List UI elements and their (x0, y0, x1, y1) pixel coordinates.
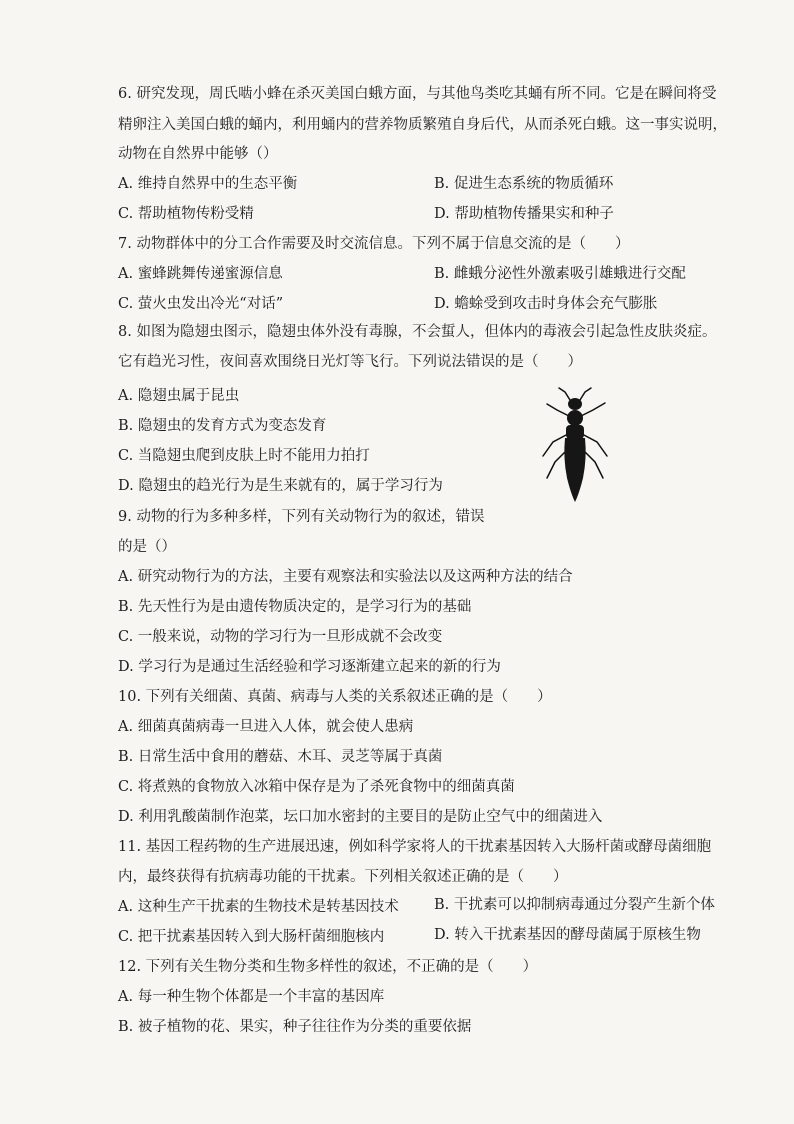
q9-stem-line-1: 9. 动物的行为多种多样，下列有关动物行为的叙述，错误 (118, 509, 485, 525)
q7-option-b: B. 雌蛾分泌性外激素吸引雄蛾进行交配 (434, 266, 686, 282)
q6-option-c: C. 帮助植物传粉受精 (118, 206, 254, 222)
q6-stem-line-2: 精卵注入美国白蛾的蛹内，利用蛹内的营养物质繁殖自身后代，从而杀死白蛾。这一事实说明， (118, 117, 727, 133)
q7-option-a: A. 蜜蜂跳舞传递蜜源信息 (118, 266, 283, 282)
q11-stem-line-1: 11. 基因工程药物的生产进展迅速，例如科学家将人的干扰素基因转入大肠杆菌或酵母菌细胞 (118, 839, 712, 855)
q9-option-a: A. 研究动物行为的方法，主要有观察法和实验法以及这两种方法的结合 (118, 569, 573, 585)
q10-option-b: B. 日常生活中食用的蘑菇、木耳、灵芝等属于真菌 (118, 749, 443, 765)
q8-stem-line-1: 8. 如图为隐翅虫图示，隐翅虫体外没有毒腺，不会蜇人，但体内的毒液会引起急性皮肤炎症。 (118, 324, 717, 340)
q11-option-a: A. 这种生产干扰素的生物技术是转基因技术 (118, 899, 399, 915)
q8-option-b: B. 隐翅虫的发育方式为变态发育 (118, 418, 327, 434)
q6-option-b: B. 促进生态系统的物质循环 (434, 176, 614, 192)
q9-option-d: D. 学习行为是通过生活经验和学习逐渐建立起来的新的行为 (118, 659, 501, 675)
q9-option-b: B. 先天性行为是由遗传物质决定的，是学习行为的基础 (118, 599, 472, 615)
q12-stem: 12. 下列有关生物分类和生物多样性的叙述，不正确的是（ ） (118, 959, 538, 975)
q11-option-c: C. 把干扰素基因转入到大肠杆菌细胞核内 (118, 929, 385, 945)
q11-stem-line-2: 内，最终获得有抗病毒功能的干扰素。下列相关叙述正确的是（ ） (118, 869, 568, 885)
q10-option-d: D. 利用乳酸菌制作泡菜，坛口加水密封的主要目的是防止空气中的细菌进入 (118, 809, 603, 825)
q7-stem: 7. 动物群体中的分工合作需要及时交流信息。下列不属于信息交流的是（ ） (118, 236, 630, 252)
q10-option-c: C. 将煮熟的食物放入冰箱中保存是为了杀死食物中的细菌真菌 (118, 779, 515, 795)
q8-option-c: C. 当隐翅虫爬到皮肤上时不能用力拍打 (118, 448, 370, 464)
q11-option-b: B. 干扰素可以抑制病毒通过分裂产生新个体 (434, 897, 715, 913)
q12-option-b: B. 被子植物的花、果实，种子往往作为分类的重要依据 (118, 1019, 472, 1035)
q7-option-d: D. 蟾蜍受到攻击时身体会充气膨胀 (434, 296, 658, 312)
q6-option-d: D. 帮助植物传播果实和种子 (434, 206, 614, 222)
q9-stem-line-2: 的是（） (118, 539, 176, 555)
q10-stem: 10. 下列有关细菌、真菌、病毒与人类的关系叙述正确的是（ ） (118, 689, 552, 705)
q12-option-a: A. 每一种生物个体都是一个丰富的基因库 (118, 989, 385, 1005)
q8-stem-line-2: 它有趋光习性，夜间喜欢围绕日光灯等飞行。下列说法错误的是（ ） (118, 354, 582, 370)
q8-option-d: D. 隐翅虫的趋光行为是生来就有的，属于学习行为 (118, 478, 443, 494)
q8-option-a: A. 隐翅虫属于昆虫 (118, 388, 240, 404)
q10-option-a: A. 细菌真菌病毒一旦进入人体，就会使人患病 (118, 719, 414, 735)
rove-beetle-figure (535, 386, 615, 504)
q6-stem-line-3: 动物在自然界中能够（） (118, 146, 278, 162)
q9-option-c: C. 一般来说，动物的学习行为一旦形成就不会改变 (118, 629, 443, 645)
q11-option-d: D. 转入干扰素基因的酵母菌属于原核生物 (434, 927, 701, 943)
q6-stem-line-1: 6. 研究发现，周氏啮小蜂在杀灭美国白蛾方面，与其他鸟类吃其蛹有所不同。它是在瞬间将受 (118, 86, 717, 102)
q6-option-a: A. 维持自然界中的生态平衡 (118, 176, 298, 192)
q7-option-c: C. 萤火虫发出冷光“对话” (118, 296, 284, 312)
